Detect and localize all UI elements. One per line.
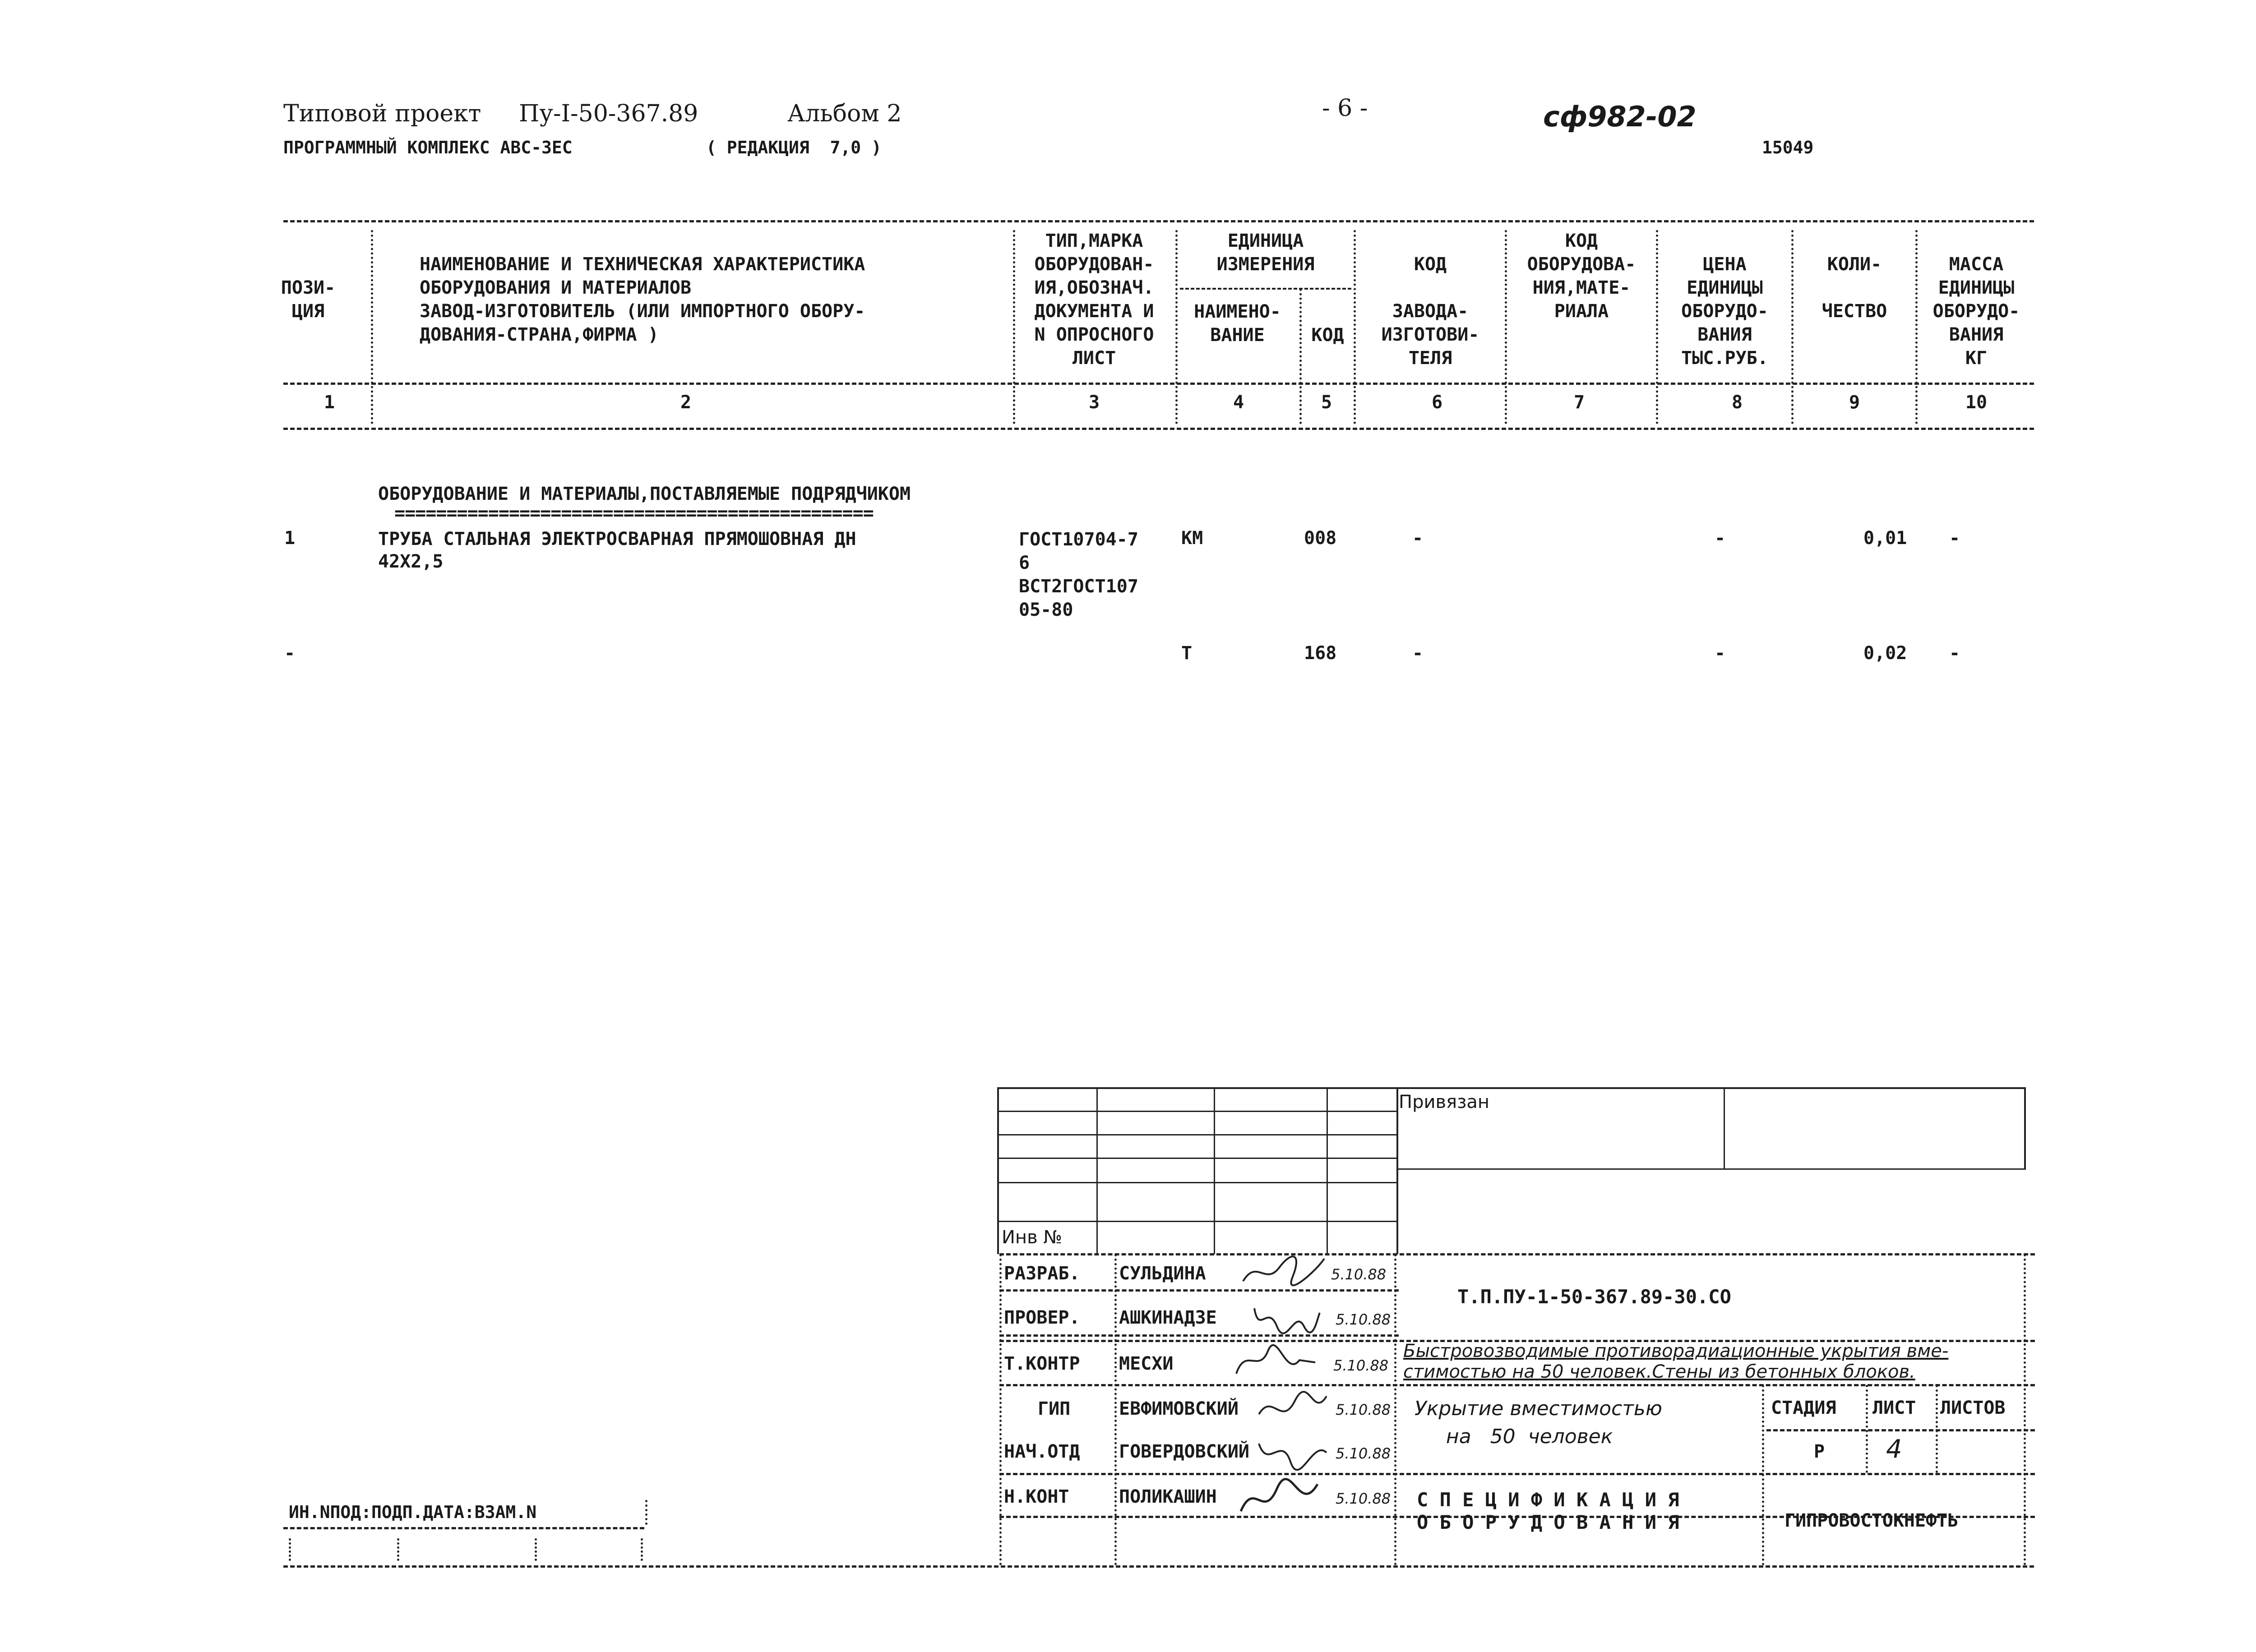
row-price: -: [1715, 528, 1726, 549]
approval-vsep: [641, 1538, 643, 1561]
stamp-rule: [999, 1253, 2035, 1255]
approval-vsep: [397, 1538, 399, 1561]
name-developer: СУЛЬДИНА: [1119, 1263, 1206, 1284]
stamp-rule: [1766, 1429, 2035, 1431]
stamp-rule: [999, 1289, 1399, 1292]
date-checker: 5.10.88: [1336, 1311, 1391, 1328]
date-developer: 5.10.88: [1331, 1266, 1387, 1283]
sheet-value: 4: [1886, 1435, 1902, 1464]
approval-vsep: [535, 1538, 537, 1561]
project-label: Типовой проект: [283, 100, 481, 127]
row-mass: -: [1949, 528, 1960, 549]
stamp-object: Укрытие вместимостью на 50 человек: [1415, 1397, 1662, 1448]
col-name-header: НАИМЕНОВАНИЕ И ТЕХНИЧЕСКАЯ ХАРАКТЕРИСТИКА ОБОРУДОВАНИЯ И МАТЕРИАЛОВ ЗАВОД-ИЗГОТОВИТЕЛЬ (ИЛИ ИМПОРТНОГО ОБОРУ- ДОВАНИЯ-СТРАНА,ФИРМА ): [420, 254, 865, 345]
approval-labels: ИН.NПОД:ПОДП.ДАТА:ВЗАМ.N: [289, 1502, 537, 1522]
code-right: 15049: [1762, 138, 1814, 157]
revision-label: ( РЕДАКЦИЯ 7,0 ): [706, 138, 882, 157]
page-bottom-rule: [283, 1565, 2034, 1568]
role-norm-control: Н.КОНТ: [1004, 1486, 1069, 1507]
signature-head-department: [1254, 1430, 1331, 1475]
col-factory-header: КОД ЗАВОДА- ИЗГОТОВИ- ТЕЛЯ: [1381, 254, 1479, 369]
stamp-vsep: [1936, 1385, 1938, 1473]
spec-title: С П Е Ц И Ф И К А Ц И Я О Б О Р У Д О В А Н И Я: [1417, 1489, 1679, 1533]
approval-vsep: [289, 1538, 291, 1561]
col-number-9: 9: [1849, 392, 1860, 413]
name-chief-engineer: ЕВФИМОВСКИЙ: [1119, 1398, 1239, 1419]
row-quantity: 0,01: [1863, 528, 1907, 549]
stamp-rule: [999, 1473, 2035, 1475]
name-norm-control: ПОЛИКАШИН: [1119, 1486, 1217, 1507]
role-checker: ПРОВЕР.: [1004, 1307, 1080, 1328]
col-number-6: 6: [1431, 392, 1443, 413]
row-unit: Т: [1181, 643, 1193, 664]
row-mass: -: [1949, 643, 1960, 664]
col-number-1: 1: [324, 392, 335, 413]
name-checker: АШКИНАДЗЕ: [1119, 1307, 1217, 1328]
row-name: ТРУБА СТАЛЬНАЯ ЭЛЕКТРОСВАРНАЯ ПРЯМОШОВНАЯ ДН 42Х2,5: [378, 529, 856, 572]
row-quantity: 0,02: [1863, 643, 1907, 664]
stage-label: СТАДИЯ: [1771, 1398, 1836, 1418]
col-number-5: 5: [1321, 392, 1332, 413]
header-bottom-rule: [283, 428, 2034, 430]
album-label: Альбом 2: [787, 100, 902, 127]
organization: ГИПРОВОСТОКНЕФТЬ: [1784, 1510, 1959, 1531]
signature-chief-engineer: [1254, 1387, 1331, 1432]
col-quantity-header: КОЛИ- ЧЕСТВО: [1821, 254, 1887, 322]
stamp-rule: [283, 1527, 644, 1529]
signature-checker: [1250, 1299, 1322, 1340]
row-factory: -: [1412, 643, 1424, 664]
page-number: - 6 -: [1322, 95, 1368, 122]
row-position: 1: [284, 528, 296, 549]
role-developer: РАЗРАБ.: [1004, 1263, 1080, 1284]
project-code: Пу-I-50-367.89: [519, 100, 698, 127]
stamp-vsep: [1762, 1385, 1764, 1565]
col-unit-name-header: НАИМЕНО- ВАНИЕ: [1194, 301, 1281, 346]
section-title: ОБОРУДОВАНИЕ И МАТЕРИАЛЫ,ПОСТАВЛЯЕМЫЕ ПОДРЯДЧИКОМ: [378, 484, 911, 504]
date-chief-engineer: 5.10.88: [1336, 1401, 1391, 1418]
col-number-10: 10: [1965, 392, 1988, 413]
col-position-header: ПОЗИ- ЦИЯ: [281, 277, 336, 322]
stamp-vsep: [1866, 1385, 1868, 1473]
row-factory: -: [1412, 528, 1424, 549]
role-head-department: НАЧ.ОТД: [1004, 1441, 1080, 1462]
row-price: -: [1715, 643, 1726, 664]
stamp-rule: [999, 1334, 1399, 1337]
col-unit-code-header: КОД: [1311, 325, 1344, 346]
stamp-rule: [999, 1384, 2035, 1386]
signature-norm-control: [1236, 1475, 1322, 1529]
col-unit-header: ЕДИНИЦА ИЗМЕРЕНИЯ: [1216, 231, 1315, 275]
section-underline: ==============================================: [394, 503, 874, 524]
date-head-department: 5.10.88: [1336, 1445, 1391, 1462]
col-material-header: КОД ОБОРУДОВА- НИЯ,МАТЕ- РИАЛА: [1527, 231, 1636, 322]
row-code: 008: [1304, 528, 1337, 549]
stamp-document-code: Т.П.ПУ-1-50-367.89-30.СО: [1457, 1286, 1731, 1308]
signature-developer: [1239, 1250, 1329, 1290]
col-number-4: 4: [1233, 392, 1244, 413]
approval-vsep: [645, 1500, 647, 1525]
name-head-department: ГОВЕРДОВСКИЙ: [1119, 1441, 1249, 1462]
col-number-2: 2: [680, 392, 692, 413]
stamp-vsep: [2024, 1254, 2026, 1565]
header-top-rule: [283, 220, 2034, 222]
role-tech-control: Т.КОНТР: [1004, 1353, 1080, 1374]
row-type: ГОСТ10704-7 6 ВСТ2ГОСТ107 05-80: [1019, 529, 1138, 620]
col-number-3: 3: [1088, 392, 1100, 413]
stamp-vsep: [999, 1254, 1002, 1565]
col-price-header: ЦЕНА ЕДИНИЦЫ ОБОРУДО- ВАНИЯ ТЫС.РУБ.: [1681, 254, 1768, 369]
inventory-number-label: Инв №: [1002, 1227, 1062, 1248]
row-unit: КМ: [1181, 528, 1203, 549]
sheets-label: ЛИСТОВ: [1940, 1398, 2006, 1418]
date-tech-control: 5.10.88: [1333, 1357, 1389, 1374]
stamp-description: Быстровозводимые противорадиационные укрытия вме- стимостью на 50 человек.Стены из бетонных блоков.: [1403, 1341, 1949, 1382]
sheet-label: ЛИСТ: [1872, 1398, 1916, 1418]
date-norm-control: 5.10.88: [1336, 1490, 1391, 1507]
document-id: сф982-02: [1543, 100, 1697, 133]
stage-value: Р: [1814, 1441, 1825, 1462]
name-tech-control: МЕСХИ: [1119, 1353, 1174, 1374]
stamp-grid: [997, 1087, 2026, 1254]
signature-tech-control: [1232, 1342, 1318, 1383]
row-position: -: [284, 643, 296, 664]
col-number-8: 8: [1731, 392, 1743, 413]
stamp-vsep: [1114, 1254, 1117, 1565]
header-mid-rule: [283, 383, 2034, 385]
row-code: 168: [1304, 643, 1337, 664]
privyazan-label: Привязан: [1399, 1092, 1490, 1112]
col-mass-header: МАССА ЕДИНИЦЫ ОБОРУДО- ВАНИЯ КГ: [1932, 254, 2020, 369]
role-chief-engineer: ГИП: [1038, 1398, 1071, 1419]
col-number-7: 7: [1573, 392, 1585, 413]
col-type-header: ТИП,МАРКА ОБОРУДОВАН- ИЯ,ОБОЗНАЧ. ДОКУМЕНТА И N ОПРОСНОГО ЛИСТ: [1034, 231, 1154, 369]
stamp-vsep: [1394, 1254, 1396, 1565]
program-label: ПРОГРАММНЫЙ КОМПЛЕКС АВС-3ЕС: [283, 138, 573, 157]
